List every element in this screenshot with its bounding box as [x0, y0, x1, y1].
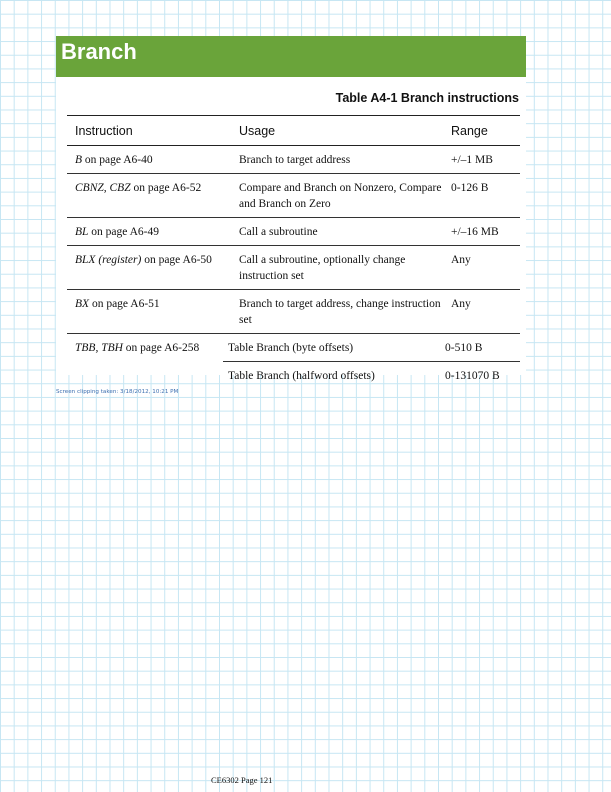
range-cell: Any — [451, 254, 471, 266]
header-instruction: Instruction — [75, 123, 133, 138]
section-banner — [56, 36, 526, 77]
range-cell: 0-131070 B — [445, 370, 500, 382]
instruction-cell — [67, 334, 223, 389]
header-range: Range — [451, 123, 488, 138]
usage-cell: Table Branch (halfword offsets) — [228, 370, 375, 382]
table-row — [67, 218, 520, 246]
usage-cell: Call a subroutine — [239, 226, 318, 238]
instruction-name: BLX (register) — [75, 254, 142, 266]
instruction-name: BL — [75, 226, 89, 238]
instruction-cell — [67, 174, 234, 217]
instruction-ref: on page A6-51 — [89, 298, 160, 310]
instruction-name: BX — [75, 298, 90, 310]
range-cell: 0-126 B — [451, 182, 489, 194]
instruction-ref: on page A6-52 — [130, 182, 202, 194]
instruction-ref: on page A6-49 — [88, 226, 160, 238]
table-caption: Table A4-1 Branch instructions — [335, 91, 519, 105]
screen-clipping — [56, 77, 526, 382]
range-cell: +/–1 MB — [451, 154, 493, 166]
clipping-timestamp: Screen clipping taken: 3/18/2012, 10:21 PM — [56, 389, 179, 395]
table-row — [67, 334, 520, 389]
instruction-cell — [67, 290, 234, 333]
usage-cell: Call a subroutine, optionally change instruction set — [239, 254, 406, 282]
instruction-cell — [67, 218, 234, 245]
sub-rows — [223, 334, 520, 389]
sub-row — [223, 334, 520, 362]
instruction-ref: on page A6-40 — [82, 154, 153, 166]
branch-instructions-table — [67, 115, 520, 389]
page-footer: CE6302 Page 121 — [211, 775, 273, 785]
range-cell: 0-510 B — [445, 342, 483, 354]
range-cell: +/–16 MB — [451, 226, 499, 238]
page-title: Branch — [61, 39, 137, 64]
table-header-row — [67, 116, 520, 146]
table-row — [67, 174, 520, 218]
instruction-cell — [67, 146, 234, 173]
usage-cell: Table Branch (byte offsets) — [228, 342, 354, 354]
instruction-name: TBB, TBH — [75, 342, 123, 354]
instruction-name: CBNZ, CBZ — [75, 182, 131, 194]
table-row — [67, 146, 520, 174]
instruction-cell — [67, 246, 234, 289]
header-usage: Usage — [239, 123, 276, 138]
sub-row — [223, 362, 520, 389]
instruction-ref: on page A6-50 — [141, 254, 212, 266]
usage-cell: Branch to target address, change instruction set — [239, 298, 441, 326]
table-row — [67, 246, 520, 290]
range-cell: Any — [451, 298, 471, 310]
usage-cell: Branch to target address — [239, 154, 351, 166]
instruction-name: B — [75, 154, 83, 166]
table-row — [67, 290, 520, 334]
usage-cell: Compare and Branch on Nonzero, Compare and Branch on Zero — [239, 182, 442, 210]
instruction-ref: on page A6-258 — [122, 342, 200, 354]
